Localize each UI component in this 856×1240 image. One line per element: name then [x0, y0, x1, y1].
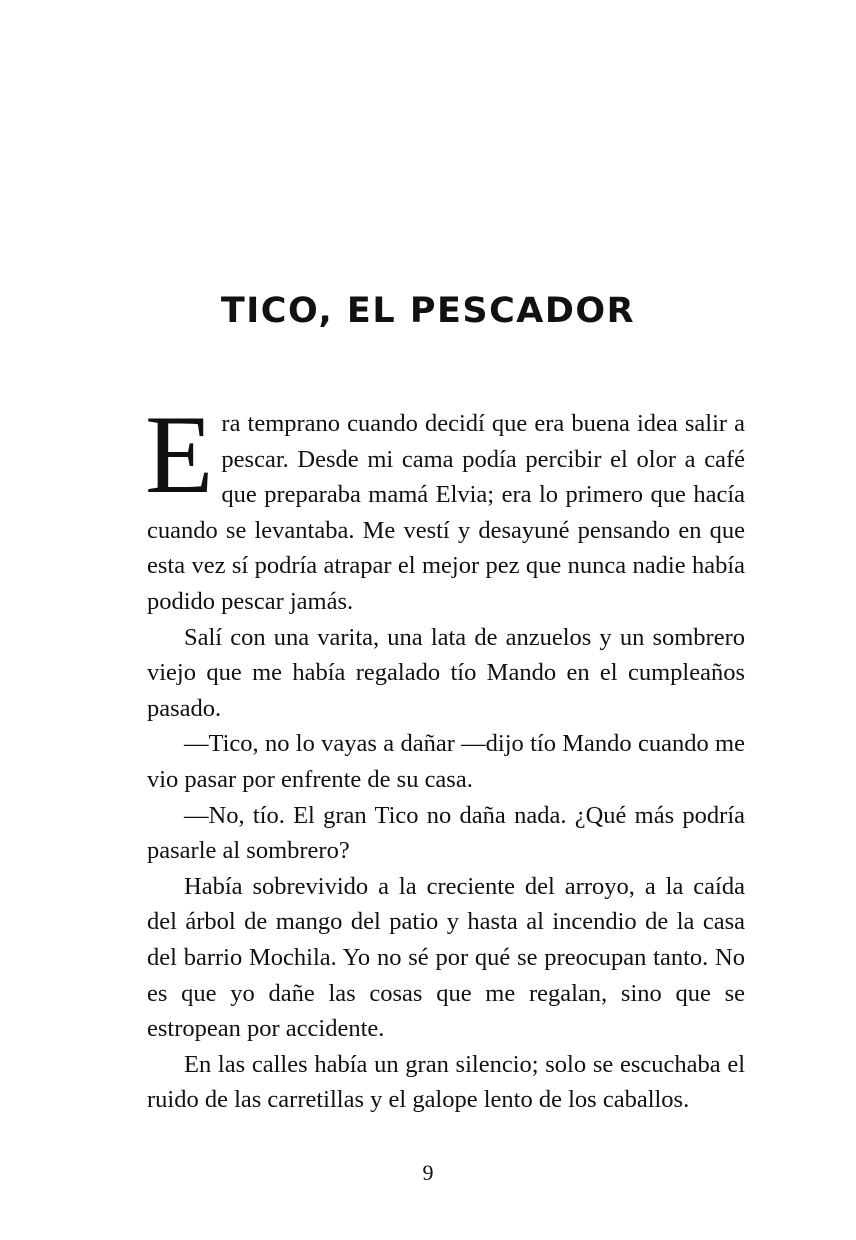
paragraph-4: —No, tío. El gran Tico no daña nada. ¿Qué más podría pasarle al sombrero?: [147, 801, 745, 865]
paragraph-1: [145, 393, 745, 620]
drop-cap: E: [145, 393, 214, 517]
chapter-body: [145, 393, 745, 1118]
paragraph-3: —Tico, no lo vayas a dañar —dijo tío Mando cuando me vio pasar por enfrente de su casa.: [147, 730, 745, 793]
paragraph-5: Había sobrevivido a la creciente del arroyo, a la caída del árbol de mango del patio y hasta al incendio de la casa del barrio Mochila. Yo no sé por qué se preocupan tanto. No es que yo dañe las cosas que me regalan, sino que se estropean por accidente.: [147, 872, 745, 1043]
paragraph-1-text: ra temprano cuando decidí que era buena idea salir a pescar. Desde mi cama podía percibir el olor a café que preparaba mamá Elvia; era lo primero que hacía cuando se levantaba. Me vestí y desayuné pensando en que esta vez sí podría atrapar el mejor pez que nunca nadie había podido pescar jamás.: [147, 410, 745, 615]
paragraph-2: Salí con una varita, una lata de anzuelos y un sombrero viejo que me había regalado tío Mando en el cumpleaños pasado.: [147, 623, 745, 722]
chapter-title: TICO, EL PESCADOR: [220, 291, 636, 331]
paragraph-6: En las calles había un gran silencio; solo se escuchaba el ruido de las carretillas y el galope lento de los caballos.: [147, 1050, 745, 1114]
page-number: 9: [422, 1160, 434, 1185]
